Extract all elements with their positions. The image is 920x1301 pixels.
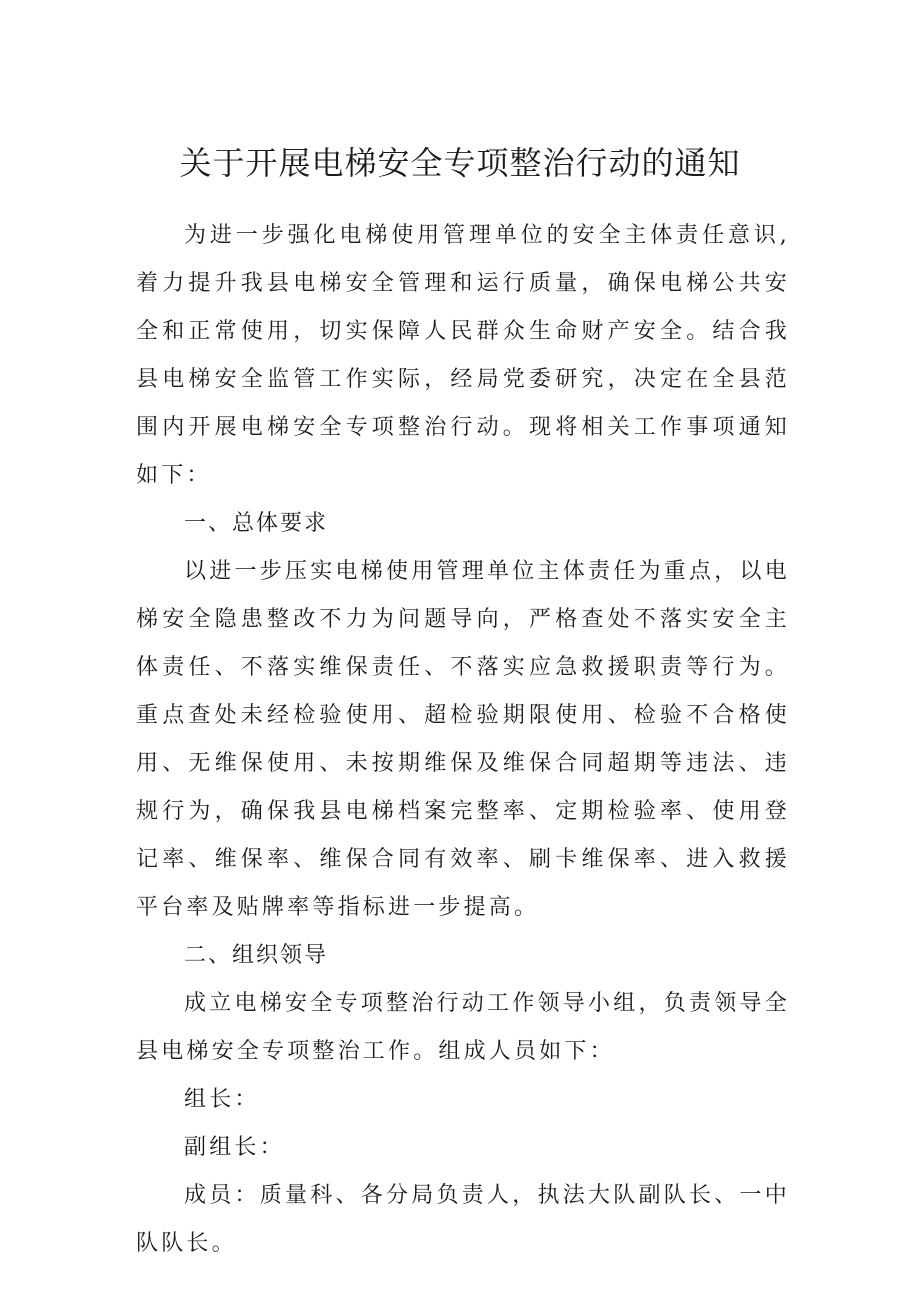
leader-line: 组长： [184, 1087, 260, 1112]
document-body [136, 212, 790, 1268]
section2-paragraph: 成立电梯安全专项整治行动工作领导小组，负责领导全县电梯安全专项整治工作。组成人员如下： [136, 991, 790, 1064]
members-line: 成员：质量科、各分局负责人，执法大队副队长、一中队队长。 [136, 1183, 790, 1256]
document-title: 关于开展电梯安全专项整治行动的通知 [179, 144, 741, 182]
section1-heading: 一、总体要求 [184, 511, 329, 536]
section1-paragraph: 以进一步压实电梯使用管理单位主体责任为重点，以电梯安全隐患整改不力为问题导向，严格查处不落实安全主体责任、不落实维保责任、不落实应急救援职责等行为。重点查处未经检验使用、超检验期限使用、检验不合格使用、无维保使用、未按期维保及维保合同超期等违法、违规行为，确保我县电梯档案完整率、定期检验率、使用登记率、维保率、维保合同有效率、刷卡维保率、进入救援平台率及贴牌率等指标进一步提高。 [136, 559, 790, 920]
section2-heading: 二、组织领导 [184, 943, 329, 968]
deputy-leader-line: 副组长： [184, 1135, 285, 1160]
intro-paragraph: 为进一步强化电梯使用管理单位的安全主体责任意识,着力提升我县电梯安全管理和运行质量，确保电梯公共安全和正常使用，切实保障人民群众生命财产安全。结合我县电梯安全监管工作实际，经局党委研究，决定在全县范围内开展电梯安全专项整治行动。现将相关工作事项通知如下： [136, 223, 790, 488]
